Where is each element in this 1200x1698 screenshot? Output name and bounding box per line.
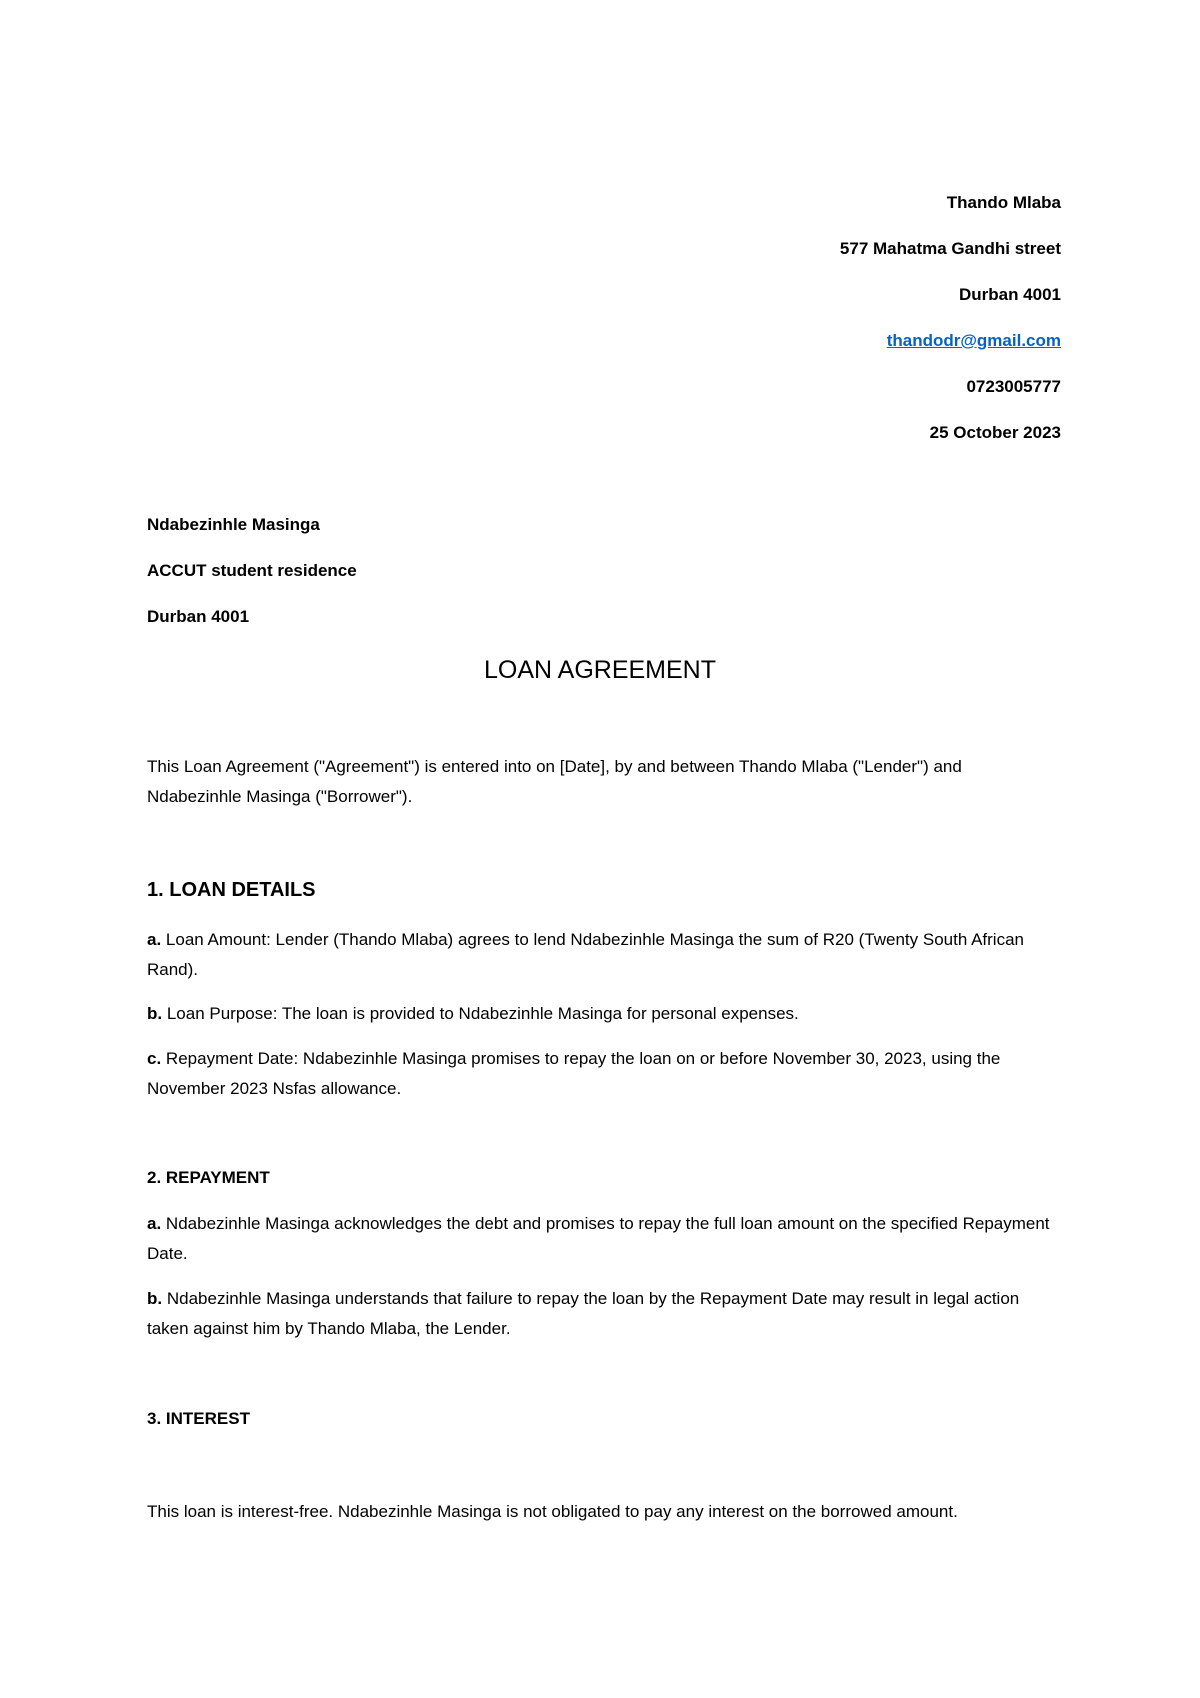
section-heading-loan-details: 1. LOAN DETAILS (147, 879, 316, 901)
sender-city: Durban 4001 (958, 285, 1061, 304)
loan-details-item-c (147, 1044, 1057, 1104)
item-marker: b. (147, 1289, 163, 1308)
document-title: LOAN AGREEMENT (484, 656, 716, 684)
item-text: Repayment Date: Ndabezinhle Masinga promises to repay the loan on or before November 30, 2023, using the November 2023 Nsfas allowance. (147, 1049, 1001, 1098)
sender-name: Thando Mlaba (946, 193, 1061, 212)
repayment-item-a (147, 1209, 1057, 1269)
item-marker: b. (147, 1004, 163, 1023)
loan-details-item-b (147, 999, 1057, 1029)
recipient-residence: ACCUT student residence (147, 561, 357, 580)
repayment-item-b (147, 1284, 1057, 1344)
item-marker: c. (147, 1049, 162, 1068)
item-text: Ndabezinhle Masinga acknowledges the debt and promises to repay the full loan amount on the specified Repayment Date. (147, 1214, 1050, 1263)
intro-paragraph: This Loan Agreement ("Agreement") is entered into on [Date], by and between Thando Mlaba ("Lender") and Ndabezinhle Masinga ("Borrower"). (147, 757, 962, 806)
sender-email-link[interactable]: thandodr@gmail.com (886, 331, 1061, 350)
loan-details-item-a (147, 925, 1057, 985)
letter-date: 25 October 2023 (929, 423, 1061, 442)
item-text: Ndabezinhle Masinga understands that failure to repay the loan by the Repayment Date may result in legal action taken against him by Thando Mlaba, the Lender. (147, 1289, 1020, 1338)
interest-paragraph: This loan is interest-free. Ndabezinhle Masinga is not obligated to pay any interest on the borrowed amount. (147, 1502, 958, 1521)
item-marker: a. (147, 930, 162, 949)
sender-address-block (840, 193, 1061, 469)
recipient-name: Ndabezinhle Masinga (147, 515, 320, 534)
recipient-city: Durban 4001 (147, 607, 250, 626)
sender-phone: 0723005777 (966, 377, 1061, 396)
item-text: Loan Amount: Lender (Thando Mlaba) agrees to lend Ndabezinhle Masinga the sum of R20 (Twenty South African Rand). (147, 930, 1024, 979)
item-marker: a. (147, 1214, 162, 1233)
item-text: Loan Purpose: The loan is provided to Ndabezinhle Masinga for personal expenses. (166, 1004, 799, 1023)
section-heading-interest: 3. INTEREST (147, 1409, 250, 1428)
section-heading-repayment: 2. REPAYMENT (147, 1168, 270, 1187)
sender-street: 577 Mahatma Gandhi street (839, 239, 1061, 258)
recipient-address-block (147, 515, 357, 653)
